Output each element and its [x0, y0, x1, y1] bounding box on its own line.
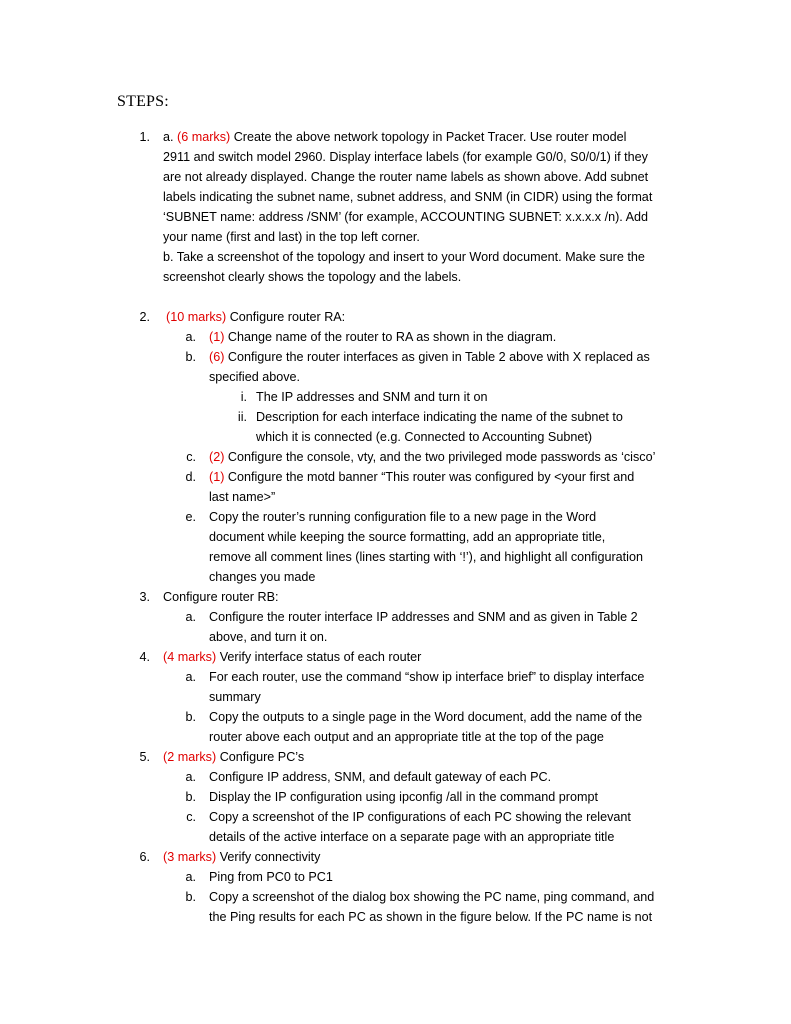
step6-b-line-1: Copy a screenshot of the dialog box showing the PC name, ping command, and [209, 890, 655, 904]
step5-c-line-2: details of the active interface on a separate page with an appropriate title [209, 830, 615, 844]
step5-b-letter: b. [185, 790, 196, 804]
step2-d-line-2: last name>” [209, 490, 276, 504]
step2-b-letter: b. [185, 350, 196, 364]
step5-b-text: Display the IP configuration using ipconfig /all in the command prompt [209, 790, 598, 804]
step4-b-line-1: Copy the outputs to a single page in the Word document, add the name of the [209, 710, 643, 724]
step2-e-line-3: remove all comment lines (lines starting with ‘!’), and highlight all configuration [209, 550, 643, 564]
step2-e-line-4: changes you made [209, 570, 316, 584]
step5-number: 5. [139, 750, 150, 764]
step2-title: (10 marks) Configure router RA: [166, 310, 346, 324]
step1-line-8: screenshot clearly shows the topology and the labels. [163, 270, 462, 284]
step4-b-line-2: router above each output and an appropriate title at the top of the page [209, 730, 604, 744]
step6-a-text: Ping from PC0 to PC1 [209, 870, 333, 884]
step2-number: 2. [139, 310, 150, 324]
step1-number: 1. [139, 130, 150, 144]
step4-marks: (4 marks) [163, 650, 217, 664]
step1-line-5: ‘SUBNET name: address /SNM’ (for example, ACCOUNTING SUBNET: x.x.x.x /n). Add [163, 210, 648, 224]
step5-c-line-1: Copy a screenshot of the IP configurations of each PC showing the relevant [209, 810, 631, 824]
step2-e-line-2: document while keeping the source formatting, add an appropriate title, [209, 530, 606, 544]
step6-b-letter: b. [185, 890, 196, 904]
step5-title: (2 marks) Configure PC’s [163, 750, 305, 764]
step2-a-text: (1) Change name of the router to RA as shown in the diagram. [209, 330, 557, 344]
step3-a-line-1: Configure the router interface IP addresses and SNM and as given in Table 2 [209, 610, 638, 624]
step5-a-letter: a. [185, 770, 196, 784]
step4-b-letter: b. [185, 710, 196, 724]
step6-number: 6. [139, 850, 150, 864]
step2-c-letter: c. [186, 450, 196, 464]
step6-b-line-2: the Ping results for each PC as shown in the figure below. If the PC name is not [209, 910, 653, 924]
step2-b-i-text: The IP addresses and SNM and turn it on [256, 390, 488, 404]
step2-c-text: (2) Configure the console, vty, and the two privileged mode passwords as ‘cisco’ [209, 450, 656, 464]
step2-e-letter: e. [185, 510, 196, 524]
step1-line-7: b. Take a screenshot of the topology and insert to your Word document. Make sure the [163, 250, 645, 264]
step3-title: Configure router RB: [163, 590, 279, 604]
step3-a-letter: a. [185, 610, 196, 624]
step2-b-line-1: (6) Configure the router interfaces as given in Table 2 above with X replaced as [209, 350, 650, 364]
step3-a-line-2: above, and turn it on. [209, 630, 328, 644]
step1-line-1: a. (6 marks) Create the above network topology in Packet Tracer. Use router model [163, 130, 627, 144]
step3-number: 3. [139, 590, 150, 604]
step2-b-line-2: specified above. [209, 370, 301, 384]
step2-b-ii-line-2: which it is connected (e.g. Connected to Accounting Subnet) [256, 430, 593, 444]
step2-d-letter: d. [185, 470, 196, 484]
step4-number: 4. [139, 650, 150, 664]
step4-a-letter: a. [185, 670, 196, 684]
step4-title: (4 marks) Verify interface status of each router [163, 650, 422, 664]
step2-b-i-roman: i. [240, 390, 247, 404]
step2-a-letter: a. [185, 330, 196, 344]
step2-b-ii-line-1: Description for each interface indicating the name of the subnet to [256, 410, 623, 424]
step2-e-line-1: Copy the router’s running configuration file to a new page in the Word [209, 510, 597, 524]
step1-line-4: labels indicating the subnet name, subnet address, and SNM (in CIDR) using the format [163, 190, 653, 204]
step5-c-letter: c. [186, 810, 196, 824]
step5-a-text: Configure IP address, SNM, and default gateway of each PC. [209, 770, 552, 784]
step5-marks: (2 marks) [163, 750, 217, 764]
step1-marks: (6 marks) [177, 130, 231, 144]
step1-line-6: your name (first and last) in the top left corner. [163, 230, 420, 244]
step2-d-line-1: (1) Configure the motd banner “This router was configured by <your first and [209, 470, 635, 484]
step6-marks: (3 marks) [163, 850, 217, 864]
step2-b-ii-roman: ii. [237, 410, 247, 424]
step1-line-3: are not already displayed. Change the router name labels as shown above. Add subnet [163, 170, 649, 184]
step1-line-2: 2911 and switch model 2960. Display interface labels (for example G0/0, S0/0/1) if they [163, 150, 648, 164]
step4-a-line-2: summary [209, 690, 261, 704]
step4-a-line-1: For each router, use the command “show ip interface brief” to display interface [209, 670, 645, 684]
step6-a-letter: a. [185, 870, 196, 884]
step2-marks: (10 marks) [166, 310, 227, 324]
step6-title: (3 marks) Verify connectivity [163, 850, 321, 864]
steps-heading: STEPS: [117, 93, 169, 110]
